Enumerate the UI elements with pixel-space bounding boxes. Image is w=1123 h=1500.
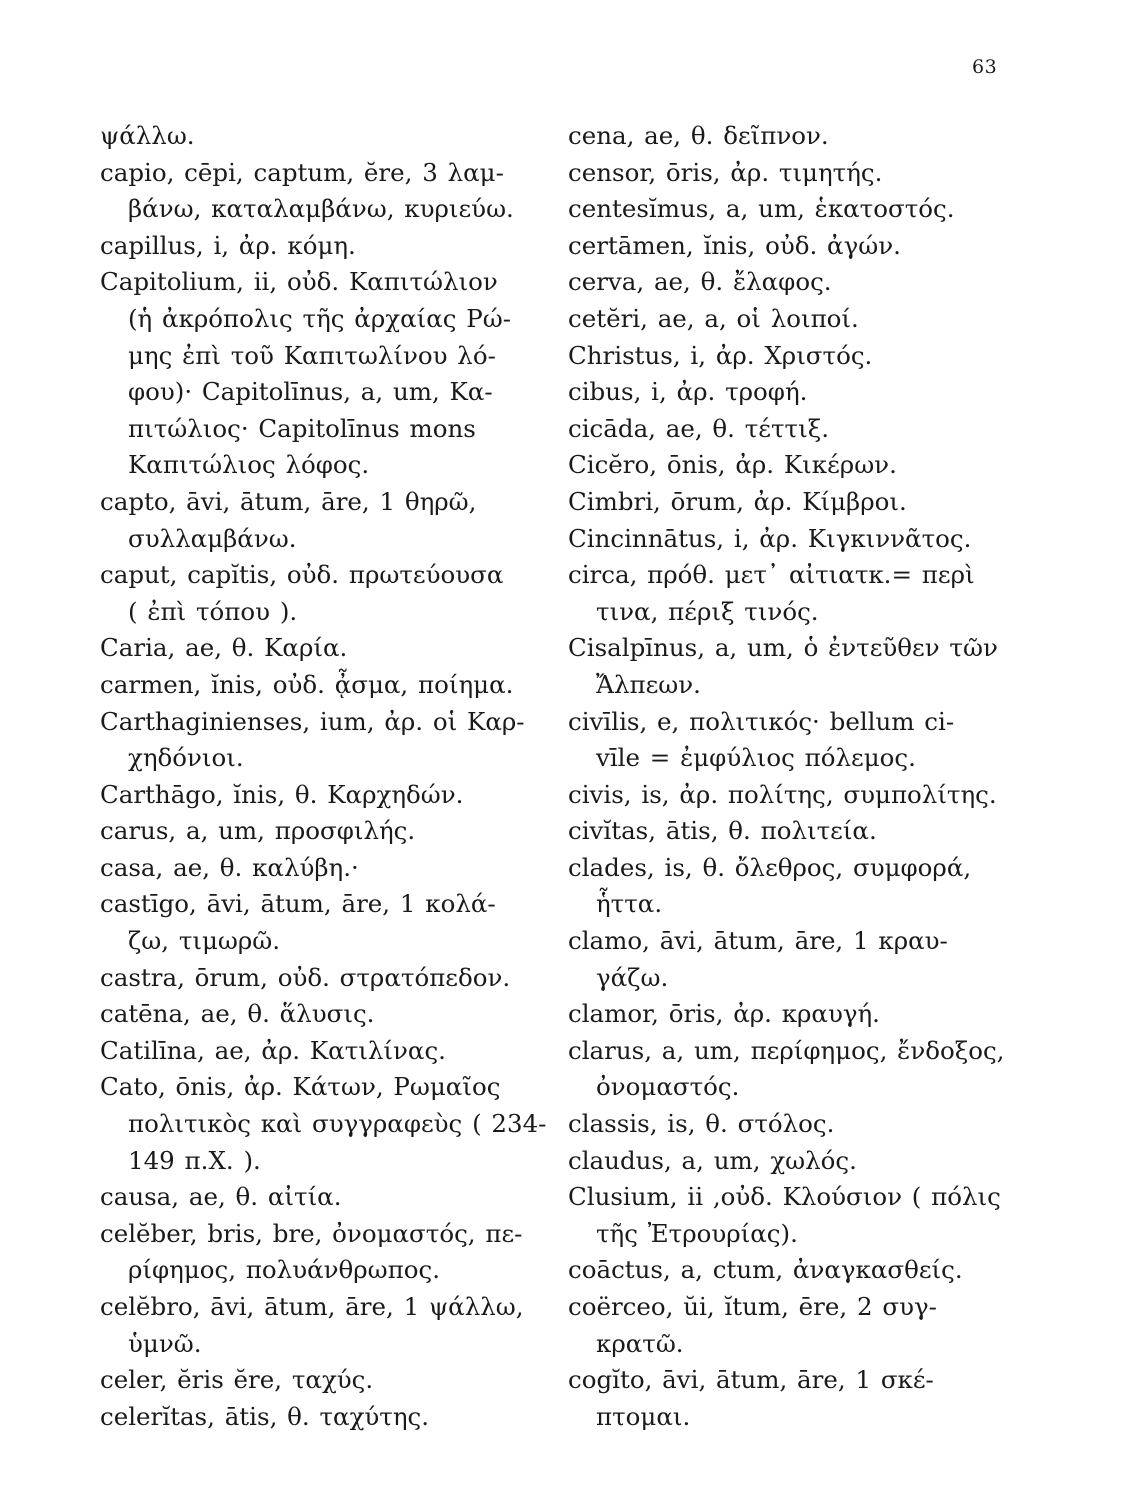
entry-line: clamo, āvi, ātum, āre, 1 κραυ-	[568, 926, 948, 956]
entry-line: Capitolium, ii, οὐδ. Καπιτώλιον	[100, 267, 498, 297]
entry-line: Καπιτώλιος λόφος.	[128, 450, 370, 480]
entry-line: cerva, ae, θ. ἔλαφος.	[568, 267, 832, 297]
entry-line: castra, ōrum, οὐδ. στρατόπεδον.	[100, 962, 511, 992]
entry-line: celerĭtas, ātis, θ. ταχύτης.	[100, 1401, 430, 1431]
entry-line: τινα, πέριξ τινός.	[596, 596, 819, 626]
entry-line: circa, πρόθ. μετ᾽ αἰτιατκ.= περὶ	[568, 560, 975, 590]
entry-line: vīle = ἐμφύλιος πόλεμος.	[596, 743, 916, 773]
entry-line: clamor, ōris, ἀρ. κραυγή.	[568, 999, 880, 1029]
entry-line: πολιτικὸς καὶ συγγραφεὺς ( 234-	[128, 1109, 547, 1139]
entry-line: cicāda, ae, θ. τέττιξ.	[568, 413, 830, 443]
entry-line: censor, ōris, ἀρ. τιμητής.	[568, 157, 883, 187]
entry-line: claudus, a, um, χωλός.	[568, 1145, 857, 1175]
entry-line: coërceo, ŭi, ĭtum, ēre, 2 συγ-	[568, 1292, 937, 1321]
entry-line: ψάλλω.	[100, 121, 195, 150]
entry-line: catēna, ae, θ. ἅλυσις.	[100, 999, 375, 1029]
entry-line: πιτώλιος· Capitolīnus mons	[128, 413, 476, 443]
entry-line: cetĕri, ae, a, οἱ λοιποί.	[568, 303, 859, 333]
entry-line: Cato, ōnis, ἀρ. Κάτων, Ρωμαῖος	[100, 1072, 501, 1102]
entry-line: γάζω.	[596, 962, 669, 992]
entry-line: κρατῶ.	[596, 1328, 684, 1358]
entry-line: πτομαι.	[596, 1401, 691, 1431]
entry-line: Christus, i, ἀρ. Χριστός.	[568, 340, 873, 370]
entry-line: castīgo, āvi, ātum, āre, 1 κολά-	[100, 889, 496, 919]
entry-line: causa, ae, θ. αἰτία.	[100, 1182, 342, 1212]
entry-line: βάνω, καταλαμβάνω, κυριεύω.	[128, 194, 514, 224]
entry-line: celĕber, bris, bre, ὀνομαστός, πε-	[100, 1218, 523, 1248]
entry-line: ζω, τιμωρῶ.	[128, 926, 281, 956]
entry-line: ( ἐπὶ τόπου ).	[128, 596, 298, 626]
entry-line: Cimbri, ōrum, ἀρ. Κίμβροι.	[568, 486, 907, 516]
entry-line: celĕbro, āvi, ātum, āre, 1 ψάλλω,	[100, 1292, 524, 1321]
entry-line: casa, ae, θ. καλύβη.·	[100, 852, 359, 882]
entry-line: certāmen, ĭnis, οὐδ. ἀγών.	[568, 230, 901, 260]
entry-line: συλλαμβάνω.	[128, 523, 297, 553]
entry-line: cena, ae, θ. δεῖπνον.	[568, 121, 829, 150]
entry-line: coāctus, a, ctum, ἀναγκασθείς.	[568, 1255, 963, 1285]
right-column	[568, 118, 1008, 1435]
entry-line: cibus, i, ἀρ. τροφή.	[568, 377, 808, 407]
entry-line: clarus, a, um, περίφημος, ἔνδοξος,	[568, 1035, 1005, 1065]
entry-line: 149 π.Χ. ).	[128, 1145, 261, 1175]
entry-line: classis, is, θ. στόλος.	[568, 1109, 835, 1139]
entry-line: ἧττα.	[596, 889, 663, 919]
page-number: 63	[972, 56, 998, 78]
entry-line: cogĭto, āvi, ātum, āre, 1 σκέ-	[568, 1365, 934, 1395]
entry-line: ρίφημος, πολυάνθρωπος.	[128, 1255, 441, 1285]
entry-line: caput, capĭtis, οὐδ. πρωτεύουσα	[100, 560, 504, 590]
entry-line: capillus, i, ἀρ. κόμη.	[100, 230, 356, 260]
entry-line: Carthaginienses, ium, ἀρ. οἱ Καρ-	[100, 706, 525, 736]
entry-line: carmen, ĭnis, οὐδ. ᾆσμα, ποίημα.	[100, 669, 514, 699]
entry-line: Clusium, ii ,οὐδ. Κλούσιον ( πόλις	[568, 1182, 1001, 1212]
entry-line: carus, a, um, προσφιλής.	[100, 816, 416, 846]
entry-line: celer, ĕris ĕre, ταχύς.	[100, 1365, 374, 1395]
entry-line: Caria, ae, θ. Καρία.	[100, 633, 348, 663]
entry-line: Catilīna, ae, ἀρ. Κατιλίνας.	[100, 1035, 446, 1065]
entry-line: φου)· Capitolīnus, a, um, Κα-	[128, 377, 493, 407]
entry-line: civis, is, ἀρ. πολίτης, συμπολίτης.	[568, 779, 997, 809]
left-column	[100, 118, 547, 1435]
entry-line: (ἡ ἀκρόπολις τῆς ἀρχαίας Ρώ-	[128, 303, 512, 333]
entry-line: τῆς Ἐτρουρίας).	[596, 1218, 798, 1248]
entry-line: civĭtas, ātis, θ. πολιτεία.	[568, 816, 877, 846]
entry-line: capto, āvi, ātum, āre, 1 θηρῶ,	[100, 486, 477, 516]
entry-line: civīlis, e, πολιτικός· bellum ci-	[568, 706, 955, 736]
entry-line: clades, is, θ. ὄλεθρος, συμφορά,	[568, 852, 972, 882]
entry-line: Cisalpīnus, a, um, ὁ ἐντεῦθεν τῶν	[568, 633, 998, 663]
entry-line: Cicĕro, ōnis, ἀρ. Κικέρων.	[568, 450, 897, 480]
entry-line: ὑμνῶ.	[128, 1328, 202, 1358]
entry-line: Ἄλπεων.	[596, 669, 701, 699]
entry-line: capio, cēpi, captum, ĕre, 3 λαμ-	[100, 157, 504, 187]
entry-line: centesĭmus, a, um, ἑκατοστός.	[568, 194, 955, 224]
entry-line: Carthāgo, ĭnis, θ. Καρχηδών.	[100, 779, 464, 809]
entry-line: χηδόνιοι.	[128, 743, 244, 773]
entry-line: Cincinnātus, i, ἀρ. Κιγκιννᾶτος.	[568, 523, 972, 553]
entry-line: ὀνομαστός.	[596, 1072, 740, 1102]
entry-line: μης ἐπὶ τοῦ Καπιτωλίνου λό-	[128, 340, 496, 370]
